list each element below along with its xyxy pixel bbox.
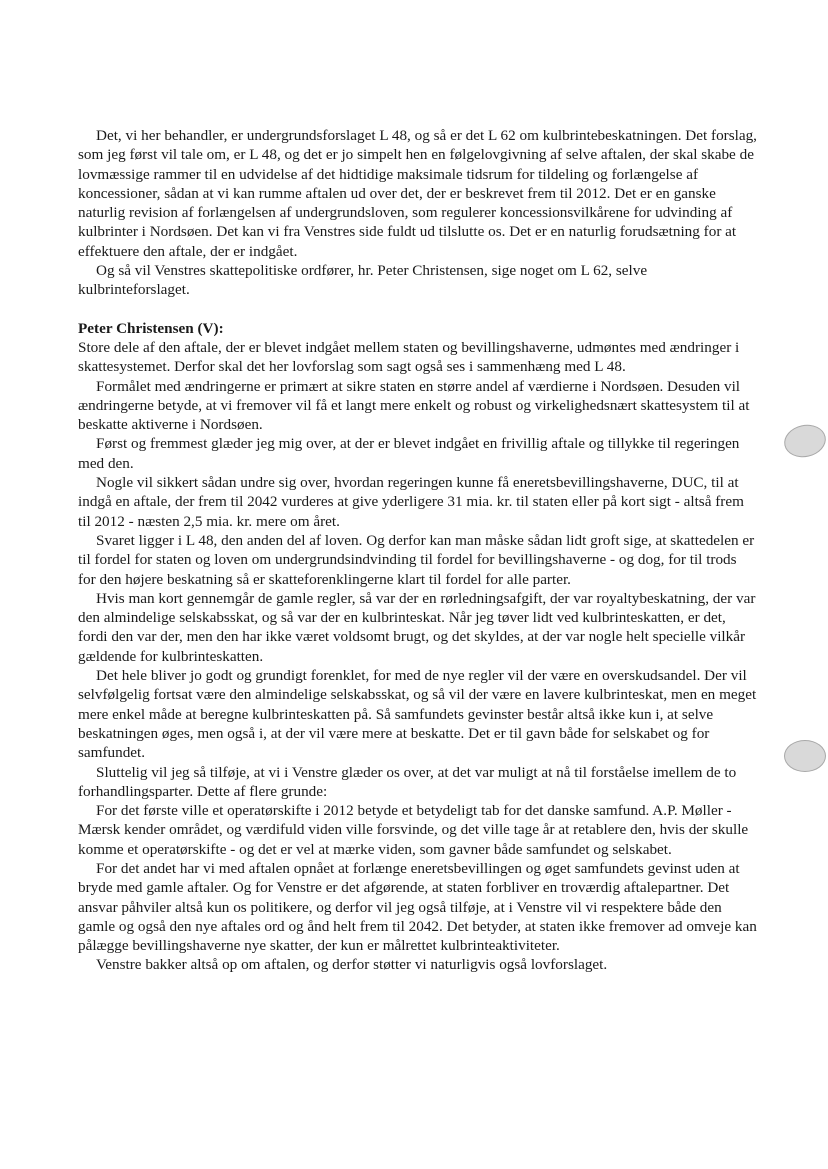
paragraph: Og så vil Venstres skattepolitiske ordfører, hr. Peter Christensen, sige noget om L 62, selve kulbrinteforslaget. — [78, 262, 648, 299]
paragraph: Det hele bliver jo godt og grundigt forenklet, for med de nye regler vil der være en overskudsandel. Der vil selvfølgelig fortsat være den almindelige selskabsskat, og så vil der være en lavere kulbrinteskat, men en meget mere enkel måde at beregne kulbrinteskatten på. Så samfundets gevinster består altså ikke kun i, at selve beskatningen øges, men også i, at der vil være mere at beskatte. Det er til gavn både for selskabet og for samfundet. — [78, 667, 757, 762]
punch-hole — [781, 421, 828, 461]
paragraph: Sluttelig vil jeg så tilføje, at vi i Venstre glæder os over, at det var muligt at nå til forståelse imellem de to forhandlingsparter. Dette af flere grunde: — [78, 763, 737, 800]
paragraph: Store dele af den aftale, der er blevet indgået mellem staten og bevillingshaverne, udmøntes med ændringer i skattesystemet. Derfor skal det her lovforslag som sagt også ses i sammenhæng med L 48. — [78, 338, 740, 376]
speaker-heading: Peter Christensen (V): — [78, 319, 224, 337]
paragraph: For det første ville et operatørskifte i 2012 betyde et betydeligt tab for det danske samfund. A.P. Møller - Mærsk kender området, og værdifuld viden ville forsvinde, og det ville tage år at retablere den, hvis der skulle komme et operatørskifte - og det er vel at mærke viden, som gavner både samfundet og selskabet. — [78, 802, 749, 858]
paragraph: Formålet med ændringerne er primært at sikre staten en større andel af værdierne i Nordsøen. Desuden vil ændringerne betyde, at vi fremover vil få et langt mere enkelt og robust og virkelighedsnært skattesystem til at beskatte aktiverne i Nordsøen. — [78, 377, 750, 434]
punch-hole — [784, 740, 826, 772]
paragraph: Venstre bakker altså op om aftalen, og derfor støtter vi naturligvis også lovforslaget. — [96, 956, 608, 974]
paragraph: Svaret ligger i L 48, den anden del af loven. Og derfor kan man måske sådan lidt groft sige, at skattedelen er til fordel for staten og loven om undergrundsindvinding til fordel for bevillingshaverne - og dog, for til trods for den højere beskatning så er skatteforenklingerne klart til fordel for alle parter. — [78, 531, 755, 588]
document-body — [78, 126, 758, 975]
paragraph: Det, vi her behandler, er undergrundsforslaget L 48, og så er det L 62 om kulbrintebeskatningen. Det forslag, som jeg først vil tale om, er L 48, og det er jo simpelt hen en følgelovgivning af selve aftalen, der skal skabe de lovmæssige rammer til en udvidelse af det hidtidige maksimale tidsrum for tildeling og forlængelse af koncessioner, sådan at vi kan rumme aftalen ud over det, der er beskrevet frem til 2012. Det er en ganske naturlig revision af forlængelsen af undergrundsloven, som regulerer koncessionsvilkårene for udvinding af kulbrinter i Nordsøen. Det kan vi fra Venstres side fuldt ud tilslutte os. Det er en naturlig forudsætning for at effektuere den aftale, der er indgået. — [78, 127, 757, 260]
paragraph-gap — [78, 300, 758, 319]
paragraph: Først og fremmest glæder jeg mig over, at der er blevet indgået en frivillig aftale og tillykke til regeringen med den. — [78, 435, 740, 472]
paragraph: Hvis man kort gennemgår de gamle regler, så var der en rørledningsafgift, der var royaltybeskatning, der var den almindelige selskabsskat, og så var der en kulbrinteskat. Når jeg tøver lidt ved kulbrinteskatten, er det, fordi den var der, men den har ikke været voldsomt brugt, og det skyldes, at der var nogle helt specielle vilkår gældende for kulbrinteskatten. — [78, 589, 756, 665]
paragraph: For det andet har vi med aftalen opnået at forlænge eneretsbevillingen og øget samfundets gevinst uden at bryde med gamle aftaler. Og for Venstre er det afgørende, at staten forbliver en troværdig aftalepartner. Det ansvar påhviler altså kun os politikere, og derfor vil jeg også tilføje, at i Venstre vil vi respektere både den gamle og også den nye aftales ord og ånd helt frem til 2042. Det betyder, at staten ikke fremover ad omveje kan pålægge bevillingshaverne nye skatter, der kun er målrettet kulbrinteaktiviteter. — [78, 859, 757, 955]
paragraph: Nogle vil sikkert sådan undre sig over, hvordan regeringen kunne få eneretsbevillingshaverne, DUC, til at indgå en aftale, der frem til 2042 vurderes at give yderligere 31 mia. kr. til staten eller på kort sigt - altså frem til 2012 - næsten 2,5 mia. kr. mere om året. — [78, 474, 744, 530]
